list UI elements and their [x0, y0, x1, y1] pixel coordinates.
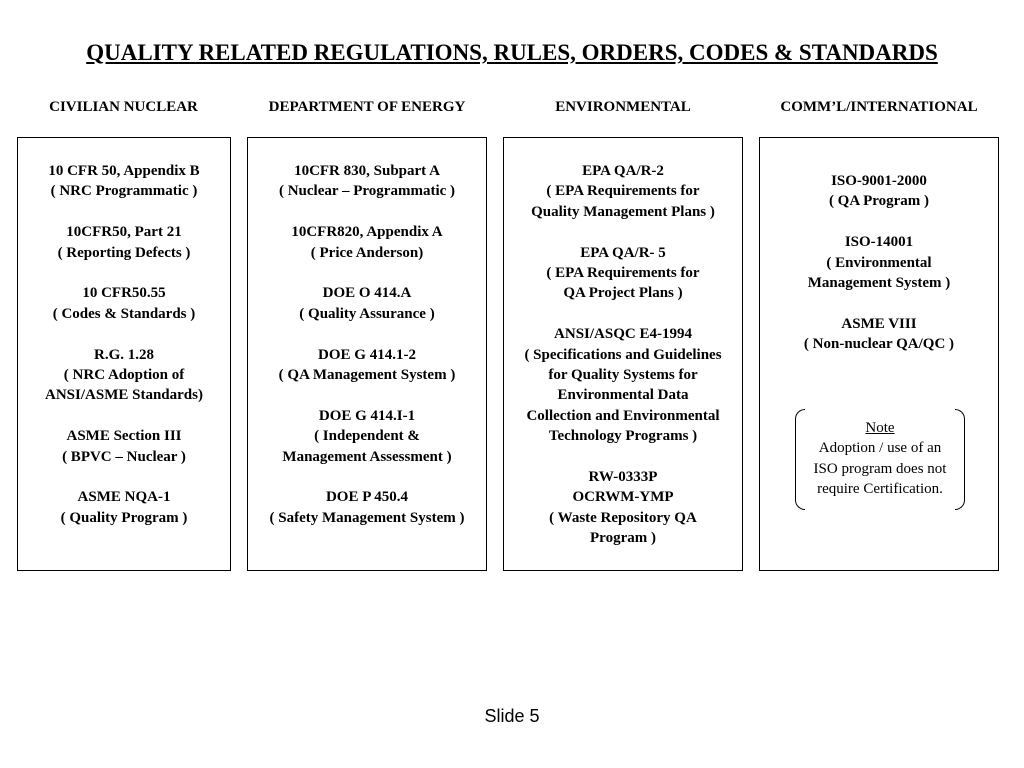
regulation-code: EPA QA/R- 5: [580, 244, 666, 261]
entry-list: [760, 171, 998, 375]
regulation-code: ISO-14001: [844, 234, 914, 251]
regulation-description: Management System ): [807, 275, 951, 292]
regulation-description: for Quality Systems for: [548, 367, 698, 384]
entry-list: [18, 161, 230, 549]
regulation-entry: [18, 222, 230, 263]
regulation-entry: [248, 487, 486, 528]
regulation-entry: [18, 426, 230, 467]
regulation-description: ANSI/ASME Standards): [45, 387, 203, 404]
entry-list: [248, 161, 486, 549]
environmental-box: [503, 137, 743, 571]
regulation-description: Quality Management Plans ): [531, 203, 715, 220]
regulation-entry: [248, 283, 486, 324]
entry-list: [504, 161, 742, 569]
regulation-entry: [18, 283, 230, 324]
regulation-entry: [248, 222, 486, 263]
regulation-code: ASME VIII: [841, 315, 917, 332]
civilian-nuclear-box: [17, 137, 231, 571]
slide-number: Slide 5: [484, 706, 540, 726]
regulation-description: ( EPA Requirements for: [546, 183, 700, 200]
note-line: require Certification.: [817, 481, 943, 498]
note-line: ISO program does not: [813, 460, 947, 477]
regulation-description: ( Nuclear – Programmatic ): [278, 183, 456, 200]
regulation-description: ( Codes & Standards ): [52, 305, 196, 322]
regulation-entry: [504, 324, 742, 446]
regulation-description: ( Independent &: [314, 428, 420, 445]
regulation-code: EPA QA/R-2: [582, 163, 664, 179]
regulation-description: ( Environmental: [826, 254, 932, 271]
regulation-code: ANSI/ASQC E4-1994: [554, 326, 692, 343]
regulation-entry: [248, 406, 486, 467]
regulation-code: RW-0333P: [588, 469, 658, 486]
regulation-description: ( Price Anderson): [310, 244, 424, 261]
regulation-entry: [18, 345, 230, 406]
regulation-description: ( Specifications and Guidelines: [524, 346, 722, 363]
regulation-code: DOE P 450.4: [325, 489, 409, 506]
regulation-description: OCRWM-YMP: [572, 489, 674, 506]
regulation-description: ( QA Program ): [828, 193, 930, 210]
regulation-description: Environmental Data: [557, 387, 689, 404]
column-heading-civilian-nuclear: CIVILIAN NUCLEAR: [49, 99, 198, 115]
regulation-entry: [248, 345, 486, 386]
regulation-description: Program ): [590, 530, 656, 547]
regulation-description: Collection and Environmental: [526, 407, 720, 424]
note-title: Note: [865, 420, 895, 436]
regulation-description: ( NRC Programmatic ): [50, 183, 198, 200]
note-line: Adoption / use of an: [818, 440, 942, 457]
regulation-description: ( Quality Assurance ): [299, 305, 435, 322]
regulation-description: ( EPA Requirements for: [546, 265, 700, 282]
regulation-description: QA Project Plans ): [563, 285, 683, 302]
regulation-entry: [18, 487, 230, 528]
column-heading-department-of-energy: DEPARTMENT OF ENERGY: [268, 99, 466, 115]
slide-title: QUALITY RELATED REGULATIONS, RULES, ORDERS, CODES & STANDARDS: [86, 40, 938, 65]
regulation-entry: [504, 161, 742, 222]
regulation-code: 10CFR 830, Subpart A: [294, 163, 440, 179]
regulation-entry: [760, 232, 998, 293]
regulation-description: ( BPVC – Nuclear ): [62, 448, 186, 465]
department-of-energy-box: [247, 137, 487, 571]
regulation-code: DOE G 414.I-1: [318, 407, 416, 424]
regulation-code: 10 CFR 50, Appendix B: [48, 163, 200, 179]
column-heading-commercial-international: COMM’L/INTERNATIONAL: [780, 99, 978, 115]
regulation-code: 10 CFR50.55: [82, 285, 166, 302]
regulation-description: ( Reporting Defects ): [57, 244, 191, 261]
regulation-entry: [760, 171, 998, 212]
regulation-code: 10CFR820, Appendix A: [291, 224, 443, 241]
regulation-entry: [504, 467, 742, 549]
column-heading-environmental: ENVIRONMENTAL: [555, 99, 691, 115]
regulation-entry: [248, 161, 486, 202]
regulation-description: ( Quality Program ): [60, 509, 188, 526]
regulation-description: ( Non-nuclear QA/QC ): [803, 336, 955, 353]
regulation-code: ASME Section III: [66, 428, 182, 445]
regulation-description: Technology Programs ): [548, 428, 698, 445]
regulation-code: DOE G 414.1-2: [318, 346, 416, 363]
note-text: [795, 418, 965, 500]
regulation-entry: [504, 243, 742, 304]
regulation-entry: [760, 314, 998, 355]
regulation-code: DOE O 414.A: [322, 285, 412, 302]
regulation-code: 10CFR50, Part 21: [66, 224, 182, 241]
regulation-description: ( Waste Repository QA: [549, 509, 697, 526]
regulation-code: ISO-9001-2000: [831, 173, 927, 189]
regulation-description: ( Safety Management System ): [269, 509, 465, 526]
regulation-entry: [18, 161, 230, 202]
regulation-code: ASME NQA-1: [77, 489, 171, 506]
note-callout: [795, 409, 965, 512]
regulation-description: ( QA Management System ): [278, 367, 456, 384]
regulation-description: ( NRC Adoption of: [63, 367, 185, 384]
regulation-description: Management Assessment ): [282, 448, 452, 465]
regulation-code: R.G. 1.28: [94, 346, 154, 363]
